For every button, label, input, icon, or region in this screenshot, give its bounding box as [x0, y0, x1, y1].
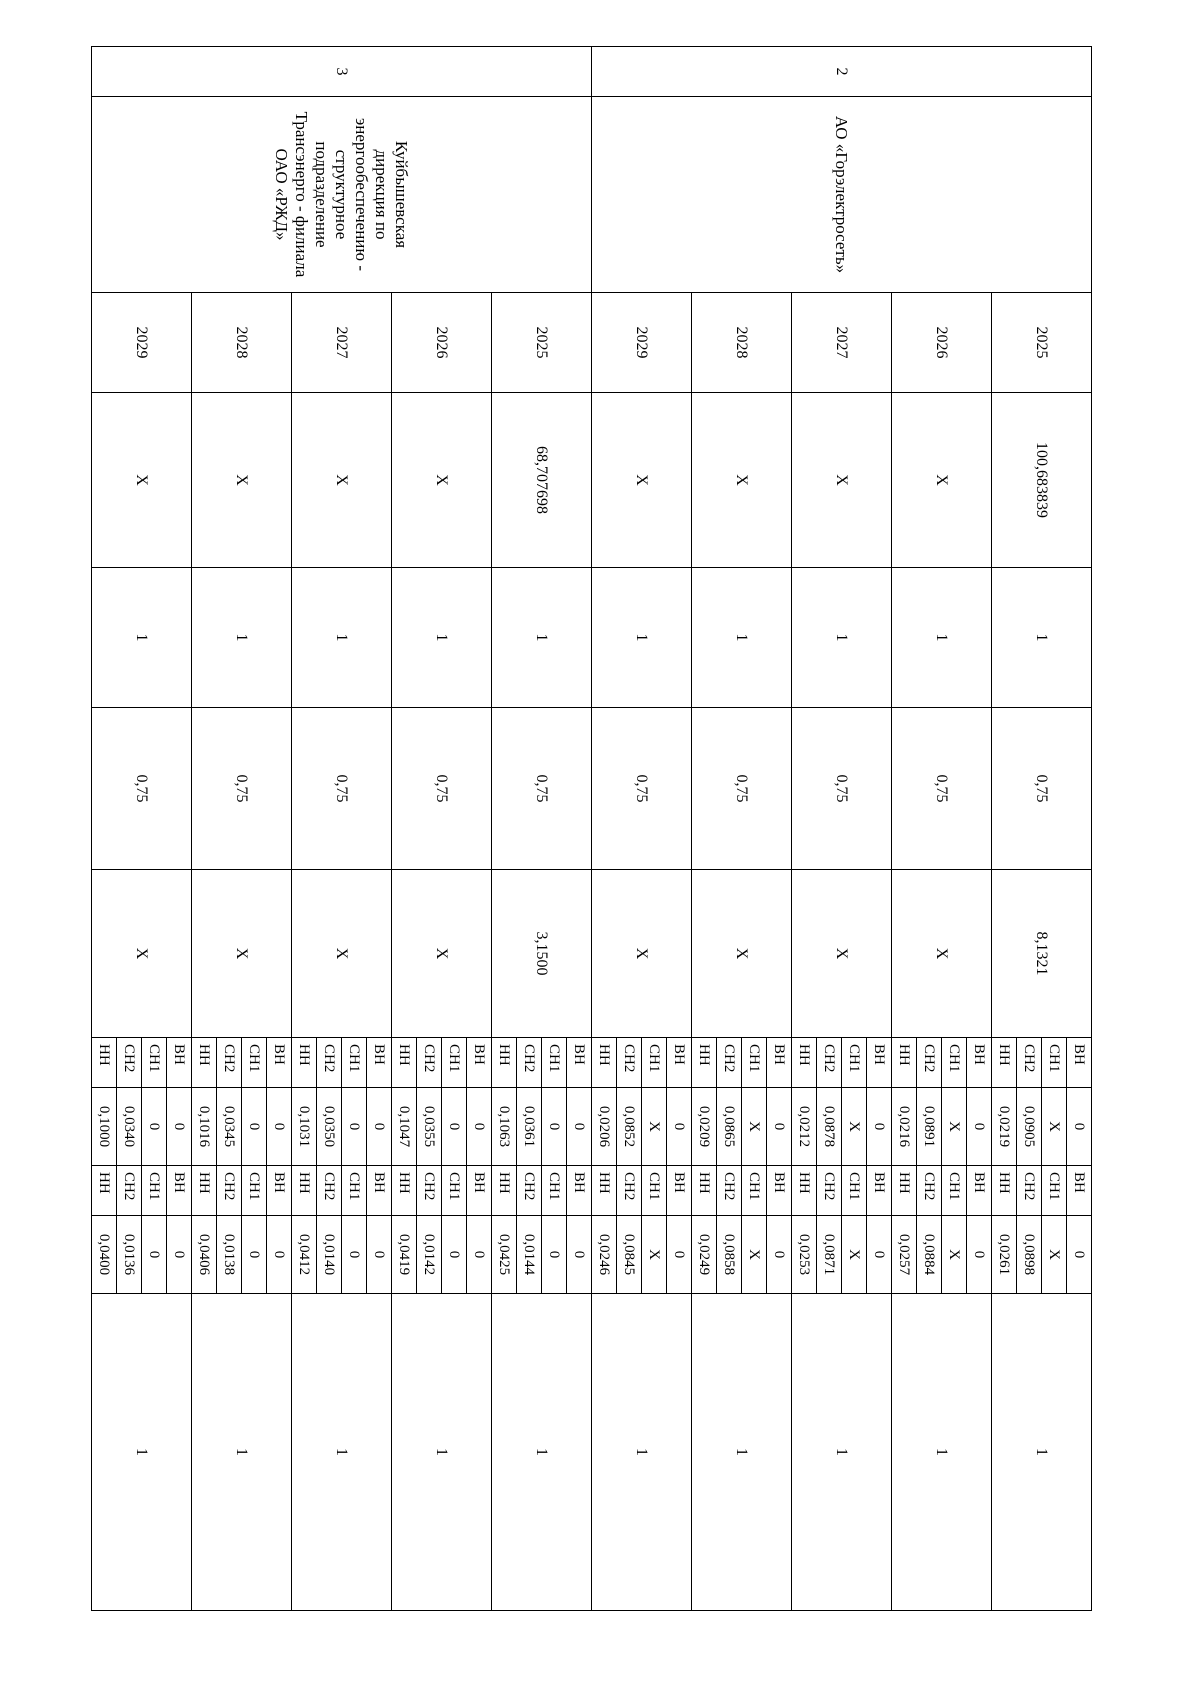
voltage-level-label: СН1 — [642, 1166, 667, 1216]
voltage-level-label: ВН — [867, 1166, 892, 1216]
voltage-level-label: НН — [192, 1038, 217, 1088]
coefficient-cell: 1 — [292, 568, 392, 708]
voltage-level-label: СН2 — [1017, 1166, 1042, 1216]
voltage-level-value: 0,0345 — [217, 1088, 242, 1166]
voltage-level-label: СН1 — [842, 1166, 867, 1216]
voltage-level-label: СН2 — [617, 1166, 642, 1216]
value-cell: 68,707698 — [492, 393, 592, 568]
voltage-level-label: СН2 — [117, 1038, 142, 1088]
voltage-level-label: ВН — [867, 1038, 892, 1088]
year-cell: 2026 — [892, 293, 992, 393]
voltage-level-value: 0 — [442, 1088, 467, 1166]
voltage-level-label: СН2 — [217, 1038, 242, 1088]
voltage-level-label: ВН — [567, 1166, 592, 1216]
voltage-level-label: ВН — [567, 1038, 592, 1088]
voltage-level-label: ВН — [767, 1038, 792, 1088]
voltage-level-value: 0 — [867, 1216, 892, 1294]
voltage-level-value: 0 — [542, 1216, 567, 1294]
voltage-level-value: 0,1000 — [92, 1088, 117, 1166]
voltage-level-label: СН2 — [417, 1038, 442, 1088]
voltage-level-value: 0 — [567, 1216, 592, 1294]
voltage-level-value: 0,0261 — [992, 1216, 1017, 1294]
voltage-level-label: ВН — [667, 1038, 692, 1088]
value2-cell: X — [192, 870, 292, 1038]
year-cell: 2028 — [692, 293, 792, 393]
voltage-level-value: 0 — [542, 1088, 567, 1166]
organization-name: АО «Горэлектросеть» — [592, 97, 1092, 293]
voltage-level-value: 0,0871 — [817, 1216, 842, 1294]
value2-cell: X — [792, 870, 892, 1038]
voltage-level-value: X — [842, 1088, 867, 1166]
voltage-level-value: X — [1042, 1088, 1067, 1166]
voltage-level-value: 0,0355 — [417, 1088, 442, 1166]
voltage-level-label: СН1 — [542, 1166, 567, 1216]
voltage-level-value: X — [742, 1216, 767, 1294]
voltage-level-value: X — [942, 1216, 967, 1294]
tariff-table — [91, 46, 1092, 1611]
voltage-level-label: СН2 — [817, 1166, 842, 1216]
voltage-level-label: СН1 — [342, 1166, 367, 1216]
voltage-level-label: СН1 — [1042, 1038, 1067, 1088]
value2-cell: 3,1500 — [492, 870, 592, 1038]
voltage-level-value: 0 — [267, 1216, 292, 1294]
voltage-level-label: СН2 — [1017, 1038, 1042, 1088]
voltage-level-label: СН1 — [542, 1038, 567, 1088]
voltage-level-value: 0,1016 — [192, 1088, 217, 1166]
coefficient-cell: 1 — [192, 568, 292, 708]
factor-cell: 0,75 — [92, 708, 192, 870]
factor-cell: 0,75 — [792, 708, 892, 870]
voltage-level-value: X — [942, 1088, 967, 1166]
voltage-level-label: СН2 — [717, 1166, 742, 1216]
voltage-level-value: 0,0246 — [592, 1216, 617, 1294]
voltage-level-value: 0 — [142, 1216, 167, 1294]
voltage-level-value: 0,0249 — [692, 1216, 717, 1294]
value2-cell: 8,1321 — [992, 870, 1092, 1038]
voltage-level-label: СН1 — [242, 1166, 267, 1216]
voltage-level-value: 0,0400 — [92, 1216, 117, 1294]
voltage-level-value: 0,0406 — [192, 1216, 217, 1294]
voltage-level-label: СН2 — [517, 1038, 542, 1088]
voltage-level-value: X — [642, 1216, 667, 1294]
voltage-level-label: ВН — [367, 1166, 392, 1216]
voltage-level-value: 0 — [967, 1216, 992, 1294]
voltage-level-label: НН — [292, 1038, 317, 1088]
voltage-level-label: СН1 — [842, 1038, 867, 1088]
voltage-level-label: СН1 — [642, 1038, 667, 1088]
value-cell: X — [92, 393, 192, 568]
voltage-level-value: 0,0209 — [692, 1088, 717, 1166]
voltage-level-value: 0,0142 — [417, 1216, 442, 1294]
factor-cell: 0,75 — [692, 708, 792, 870]
factor-cell: 0,75 — [292, 708, 392, 870]
voltage-level-value: 0 — [967, 1088, 992, 1166]
voltage-level-label: ВН — [467, 1166, 492, 1216]
voltage-level-label: СН2 — [717, 1038, 742, 1088]
value-cell: X — [592, 393, 692, 568]
voltage-level-value: 0,0852 — [617, 1088, 642, 1166]
year-cell: 2025 — [992, 293, 1092, 393]
voltage-level-label: СН1 — [942, 1038, 967, 1088]
voltage-level-label: НН — [892, 1038, 917, 1088]
year-cell: 2027 — [292, 293, 392, 393]
voltage-level-label: ВН — [367, 1038, 392, 1088]
table-row — [1067, 47, 1092, 1611]
voltage-level-value: 0 — [267, 1088, 292, 1166]
voltage-level-label: НН — [992, 1166, 1017, 1216]
voltage-level-value: 0,0865 — [717, 1088, 742, 1166]
voltage-level-label: ВН — [267, 1038, 292, 1088]
last-column-cell: 1 — [492, 1294, 592, 1611]
year-cell: 2025 — [492, 293, 592, 393]
last-column-cell: 1 — [292, 1294, 392, 1611]
value2-cell: X — [692, 870, 792, 1038]
voltage-level-label: СН2 — [917, 1166, 942, 1216]
voltage-level-value: 0,0253 — [792, 1216, 817, 1294]
voltage-level-value: 0,0905 — [1017, 1088, 1042, 1166]
voltage-level-label: ВН — [1067, 1038, 1092, 1088]
voltage-level-value: 0 — [142, 1088, 167, 1166]
voltage-level-value: 0 — [867, 1088, 892, 1166]
voltage-level-value: X — [842, 1216, 867, 1294]
voltage-level-value: 0 — [667, 1216, 692, 1294]
voltage-level-value: 0,0206 — [592, 1088, 617, 1166]
voltage-level-value: 0,0419 — [392, 1216, 417, 1294]
voltage-level-label: ВН — [1067, 1166, 1092, 1216]
voltage-level-value: 0,0138 — [217, 1216, 242, 1294]
value-cell: X — [892, 393, 992, 568]
voltage-level-value: 0,0140 — [317, 1216, 342, 1294]
last-column-cell: 1 — [592, 1294, 692, 1611]
coefficient-cell: 1 — [492, 568, 592, 708]
value-cell: X — [792, 393, 892, 568]
voltage-level-value: 0 — [1067, 1216, 1092, 1294]
voltage-level-label: НН — [592, 1166, 617, 1216]
voltage-level-label: НН — [392, 1166, 417, 1216]
voltage-level-value: 0 — [1067, 1088, 1092, 1166]
last-column-cell: 1 — [792, 1294, 892, 1611]
last-column-cell: 1 — [692, 1294, 792, 1611]
organization-name: Куйбышевская дирекция по энергообеспечению - структурное подразделение Трансэнерго - филиала ОАО «РЖД» — [92, 97, 592, 293]
factor-cell: 0,75 — [392, 708, 492, 870]
factor-cell: 0,75 — [492, 708, 592, 870]
last-column-cell: 1 — [92, 1294, 192, 1611]
voltage-level-value: 0,1031 — [292, 1088, 317, 1166]
factor-cell: 0,75 — [992, 708, 1092, 870]
voltage-level-label: СН1 — [742, 1038, 767, 1088]
voltage-level-value: 0,0361 — [517, 1088, 542, 1166]
voltage-level-value: 0,0878 — [817, 1088, 842, 1166]
voltage-level-label: НН — [92, 1166, 117, 1216]
voltage-level-label: НН — [292, 1166, 317, 1216]
voltage-level-value: 0 — [767, 1216, 792, 1294]
voltage-level-label: СН2 — [117, 1166, 142, 1216]
voltage-level-label: ВН — [167, 1038, 192, 1088]
voltage-level-label: СН2 — [317, 1038, 342, 1088]
voltage-level-value: X — [1042, 1216, 1067, 1294]
voltage-level-label: СН1 — [942, 1166, 967, 1216]
voltage-level-label: НН — [792, 1038, 817, 1088]
value-cell: X — [392, 393, 492, 568]
voltage-level-value: 0,0144 — [517, 1216, 542, 1294]
year-cell: 2028 — [192, 293, 292, 393]
voltage-level-label: СН2 — [617, 1038, 642, 1088]
voltage-level-value: 0,0257 — [892, 1216, 917, 1294]
coefficient-cell: 1 — [392, 568, 492, 708]
voltage-level-value: 0 — [367, 1088, 392, 1166]
value-cell: 100,683839 — [992, 393, 1092, 568]
coefficient-cell: 1 — [92, 568, 192, 708]
voltage-level-value: 0 — [167, 1216, 192, 1294]
coefficient-cell: 1 — [592, 568, 692, 708]
value-cell: X — [292, 393, 392, 568]
voltage-level-value: 0,0898 — [1017, 1216, 1042, 1294]
voltage-level-label: НН — [692, 1166, 717, 1216]
voltage-level-label: ВН — [967, 1166, 992, 1216]
table-row — [567, 47, 592, 1611]
voltage-level-value: X — [742, 1088, 767, 1166]
value2-cell: X — [92, 870, 192, 1038]
voltage-level-label: НН — [392, 1038, 417, 1088]
voltage-level-label: СН2 — [217, 1166, 242, 1216]
last-column-cell: 1 — [192, 1294, 292, 1611]
voltage-level-label: НН — [92, 1038, 117, 1088]
coefficient-cell: 1 — [892, 568, 992, 708]
voltage-level-label: НН — [492, 1038, 517, 1088]
voltage-level-label: НН — [192, 1166, 217, 1216]
factor-cell: 0,75 — [192, 708, 292, 870]
voltage-level-value: 0 — [167, 1088, 192, 1166]
voltage-level-label: СН1 — [142, 1038, 167, 1088]
voltage-level-label: НН — [892, 1166, 917, 1216]
voltage-level-value: 0 — [467, 1216, 492, 1294]
voltage-level-label: ВН — [167, 1166, 192, 1216]
voltage-level-value: 0,0425 — [492, 1216, 517, 1294]
voltage-level-value: X — [642, 1088, 667, 1166]
last-column-cell: 1 — [992, 1294, 1092, 1611]
factor-cell: 0,75 — [592, 708, 692, 870]
voltage-level-value: 0 — [342, 1088, 367, 1166]
voltage-level-value: 0,0216 — [892, 1088, 917, 1166]
coefficient-cell: 1 — [692, 568, 792, 708]
value2-cell: X — [392, 870, 492, 1038]
voltage-level-value: 0 — [342, 1216, 367, 1294]
value2-cell: X — [292, 870, 392, 1038]
voltage-level-label: СН1 — [1042, 1166, 1067, 1216]
voltage-level-value: 0,0219 — [992, 1088, 1017, 1166]
voltage-level-value: 0 — [667, 1088, 692, 1166]
voltage-level-label: СН1 — [442, 1166, 467, 1216]
voltage-level-label: СН1 — [242, 1038, 267, 1088]
last-column-cell: 1 — [392, 1294, 492, 1611]
voltage-level-value: 0 — [442, 1216, 467, 1294]
voltage-level-label: СН1 — [442, 1038, 467, 1088]
voltage-level-value: 0,0891 — [917, 1088, 942, 1166]
voltage-level-value: 0,0858 — [717, 1216, 742, 1294]
voltage-level-label: СН1 — [142, 1166, 167, 1216]
voltage-level-label: НН — [692, 1038, 717, 1088]
year-cell: 2029 — [92, 293, 192, 393]
voltage-level-label: ВН — [767, 1166, 792, 1216]
last-column-cell: 1 — [892, 1294, 992, 1611]
value2-cell: X — [592, 870, 692, 1038]
voltage-level-value: 0 — [242, 1088, 267, 1166]
voltage-level-value: 0,1047 — [392, 1088, 417, 1166]
value-cell: X — [692, 393, 792, 568]
voltage-level-label: СН2 — [817, 1038, 842, 1088]
voltage-level-label: СН2 — [517, 1166, 542, 1216]
factor-cell: 0,75 — [892, 708, 992, 870]
voltage-level-label: СН2 — [917, 1038, 942, 1088]
voltage-level-value: 0,0884 — [917, 1216, 942, 1294]
voltage-level-label: НН — [492, 1166, 517, 1216]
voltage-level-value: 0 — [467, 1088, 492, 1166]
value2-cell: X — [892, 870, 992, 1038]
coefficient-cell: 1 — [792, 568, 892, 708]
voltage-level-value: 0,0845 — [617, 1216, 642, 1294]
voltage-level-label: СН2 — [417, 1166, 442, 1216]
voltage-level-value: 0,0340 — [117, 1088, 142, 1166]
voltage-level-label: НН — [592, 1038, 617, 1088]
coefficient-cell: 1 — [992, 568, 1092, 708]
year-cell: 2026 — [392, 293, 492, 393]
voltage-level-label: СН2 — [317, 1166, 342, 1216]
voltage-level-label: ВН — [267, 1166, 292, 1216]
voltage-level-label: НН — [792, 1166, 817, 1216]
voltage-level-value: 0 — [242, 1216, 267, 1294]
voltage-level-value: 0 — [567, 1088, 592, 1166]
voltage-level-label: СН1 — [742, 1166, 767, 1216]
voltage-level-value: 0,1063 — [492, 1088, 517, 1166]
voltage-level-value: 0,0412 — [292, 1216, 317, 1294]
value-cell: X — [192, 393, 292, 568]
year-cell: 2029 — [592, 293, 692, 393]
voltage-level-label: ВН — [467, 1038, 492, 1088]
row-number: 2 — [592, 47, 1092, 97]
year-cell: 2027 — [792, 293, 892, 393]
voltage-level-label: ВН — [967, 1038, 992, 1088]
voltage-level-value: 0,0350 — [317, 1088, 342, 1166]
voltage-level-label: НН — [992, 1038, 1017, 1088]
rotated-table-page — [96, 46, 1092, 1610]
voltage-level-value: 0,0136 — [117, 1216, 142, 1294]
row-number: 3 — [92, 47, 592, 97]
voltage-level-value: 0 — [767, 1088, 792, 1166]
voltage-level-value: 0 — [367, 1216, 392, 1294]
voltage-level-label: СН1 — [342, 1038, 367, 1088]
voltage-level-label: ВН — [667, 1166, 692, 1216]
voltage-level-value: 0,0212 — [792, 1088, 817, 1166]
